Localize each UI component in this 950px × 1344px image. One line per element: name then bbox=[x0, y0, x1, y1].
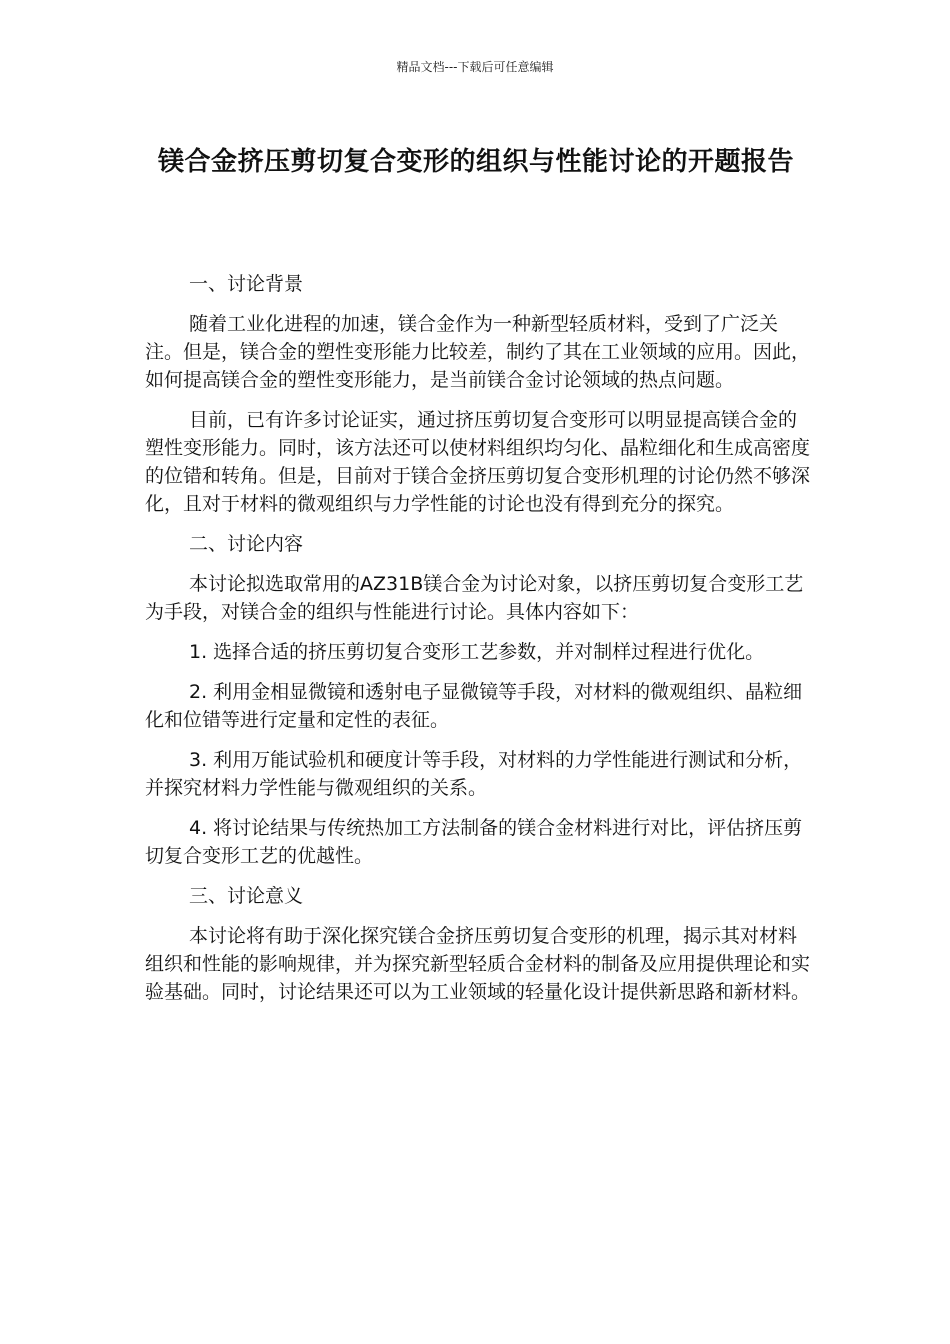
significance-paragraph-1: 本讨论将有助于深化探究镁合金挤压剪切复合变形的机理，揭示其对材料组织和性能的影响规律，并为探究新型轻质合金材料的制备及应用提供理论和实验基础。同时，讨论结果还可以为工业领域的轻量化设计提供新思路和新材料。 bbox=[145, 925, 811, 1003]
section-heading-content: 二、讨论内容 bbox=[189, 533, 304, 555]
content-intro-paragraph: 本讨论拟选取常用的AZ31B镁合金为讨论对象，以挤压剪切复合变形工艺为手段，对镁合金的组织与性能进行讨论。具体内容如下： bbox=[145, 573, 804, 623]
header-note: 精品文档---下载后可任意编辑 bbox=[396, 60, 554, 74]
content-list-item-3: 3. 利用万能试验机和硬度计等手段，对材料的力学性能进行测试和分析，并探究材料力学性能与微观组织的关系。 bbox=[145, 749, 803, 799]
content-list-item-1: 1. 选择合适的挤压剪切复合变形工艺参数，并对制样过程进行优化。 bbox=[189, 641, 765, 663]
background-paragraph-1: 随着工业化进程的加速，镁合金作为一种新型轻质材料，受到了广泛关注。但是，镁合金的塑性变形能力比较差，制约了其在工业领域的应用。因此，如何提高镁合金的塑性变形能力，是当前镁合金讨论领域的热点问题。 bbox=[145, 313, 811, 391]
document-title: 镁合金挤压剪切复合变形的组织与性能讨论的开题报告 bbox=[157, 147, 794, 177]
document-body bbox=[145, 270, 810, 1018]
content-list-item-4: 4. 将讨论结果与传统热加工方法制备的镁合金材料进行对比，评估挤压剪切复合变形工艺的优越性。 bbox=[145, 817, 803, 867]
section-heading-significance: 三、讨论意义 bbox=[189, 885, 304, 907]
background-paragraph-2: 目前，已有许多讨论证实，通过挤压剪切复合变形可以明显提高镁合金的塑性变形能力。同时，该方法还可以使材料组织均匀化、晶粒细化和生成高密度的位错和转角。但是，目前对于镁合金挤压剪切复合变形机理的讨论仍然不够深化，且对于材料的微观组织与力学性能的讨论也没有得到充分的探究。 bbox=[145, 409, 811, 515]
section-heading-background: 一、讨论背景 bbox=[189, 273, 304, 295]
content-list-item-2: 2. 利用金相显微镜和透射电子显微镜等手段，对材料的微观组织、晶粒细化和位错等进行定量和定性的表征。 bbox=[145, 681, 803, 731]
